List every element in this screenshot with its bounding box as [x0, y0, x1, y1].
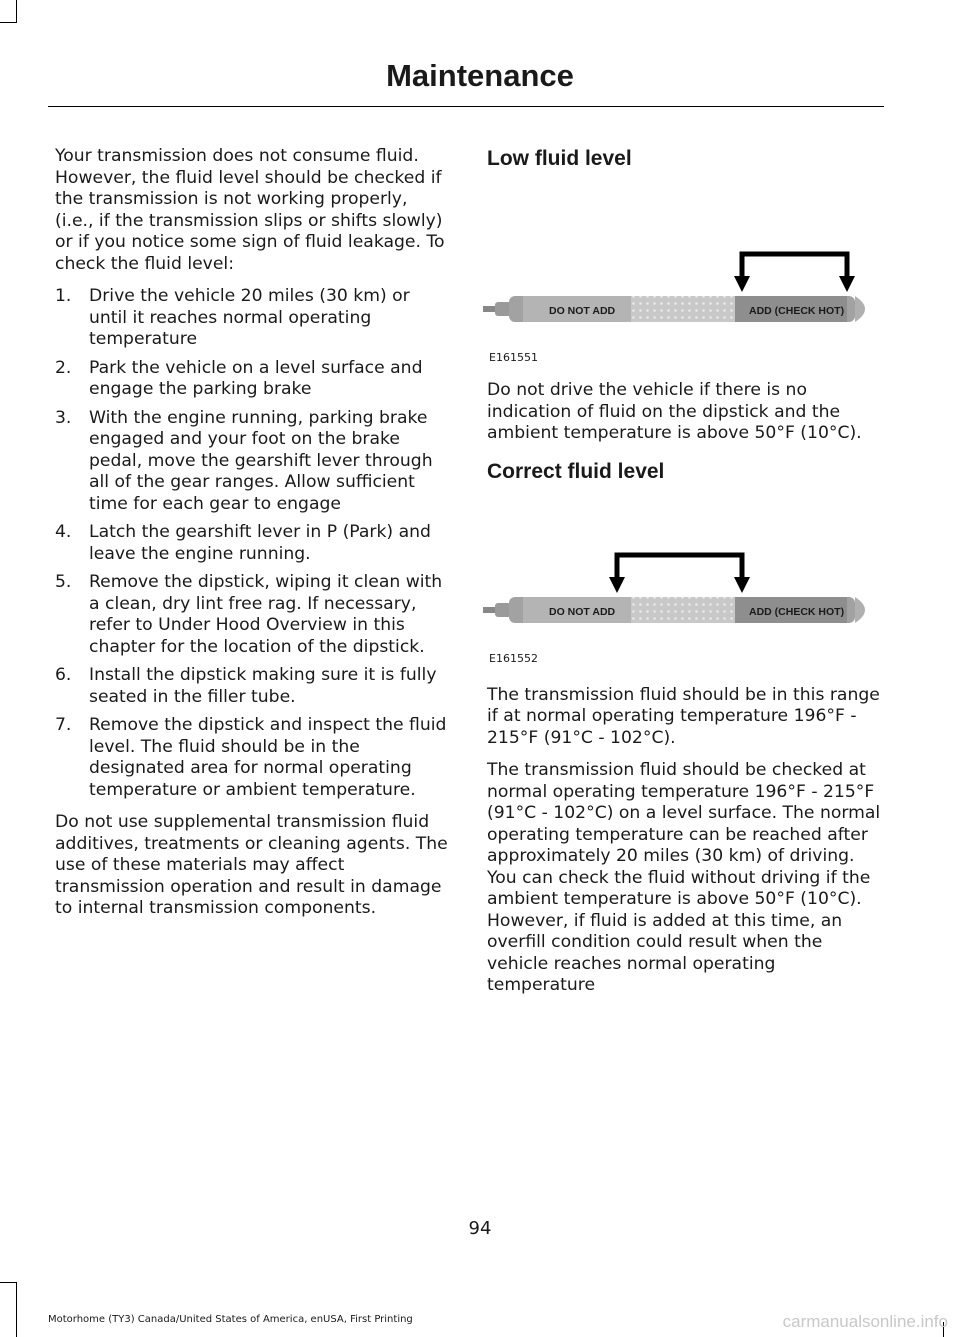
step-number: 6.	[55, 665, 72, 685]
correct-range-text: The transmission fluid should be in this range if at normal operating temperature 196°F - 215°F (91°C - 102°C).	[487, 684, 880, 748]
crop-mark	[16, 0, 17, 22]
list-item	[55, 572, 450, 658]
left-column	[55, 146, 450, 931]
step-text: With the engine running, parking brake engaged and your foot on the brake pedal, move the gearshift lever through all of the gear ranges. Allow sufficient time for each gear to engage	[89, 407, 433, 514]
low-fluid-text: Do not drive the vehicle if there is no indication of fluid on the dipstick and the ambient temperature is above 50°F (10°C).	[487, 380, 862, 443]
crop-mark	[0, 22, 17, 23]
step-text: Remove the dipstick and inspect the fluid level. The fluid should be in the designated area for normal operating temperature or ambient temperature.	[89, 715, 447, 800]
step-text: Drive the vehicle 20 miles (30 km) or until it reaches normal operating temperature	[89, 286, 410, 349]
correct-fluid-heading: Correct fluid level	[487, 459, 665, 483]
step-text: Latch the gearshift lever in P (Park) and leave the engine running.	[89, 522, 431, 564]
page-title: Maintenance	[386, 58, 574, 93]
range-bracket-arrows	[734, 254, 855, 292]
step-text: Install the dipstick making sure it is fully seated in the filler tube.	[89, 665, 437, 707]
step-text: Park the vehicle on a level surface and engage the parking brake	[89, 357, 423, 399]
crop-mark	[0, 1282, 17, 1283]
step-text: Remove the dipstick, wiping it clean with a clean, dry lint free rag. If necessary, refer to Under Hood Overview in this chapter for the location of the dipstick.	[89, 572, 443, 657]
range-bracket-arrows	[609, 555, 750, 593]
list-item	[55, 665, 450, 708]
list-item	[55, 408, 450, 516]
dipstick-diagram-low	[483, 216, 883, 364]
check-steps-list	[55, 286, 450, 801]
step-number: 5.	[55, 572, 72, 592]
footer-text: Motorhome (TY3) Canada/United States of America, enUSA, First Printing	[48, 1314, 413, 1325]
right-column	[487, 146, 882, 1008]
step-number: 3.	[55, 407, 72, 428]
list-item	[55, 715, 450, 801]
add-check-hot-label: ADD (CHECK HOT)	[749, 305, 845, 317]
list-item	[55, 286, 450, 351]
correct-fluid-figure	[483, 517, 883, 665]
page-number: 94	[468, 1218, 492, 1239]
additives-paragraph: Do not use supplemental transmission fluid additives, treatments or cleaning agents. The use of these materials may affect transmission operation and result in damage to internal transmission components.	[55, 812, 448, 918]
dipstick-diagram-correct	[483, 517, 883, 665]
low-fluid-heading: Low fluid level	[487, 147, 632, 170]
step-number: 4.	[55, 522, 72, 542]
crop-mark	[16, 1282, 17, 1337]
do-not-add-label: DO NOT ADD	[549, 605, 616, 618]
step-number: 2.	[55, 357, 72, 378]
list-item	[55, 522, 450, 565]
header-divider	[48, 106, 884, 107]
step-number: 1.	[55, 286, 72, 306]
intro-paragraph: Your transmission does not consume fluid. However, the fluid level should be checked if the transmission is not working properly, (i.e., if the transmission slips or shifts slowly) or if you notice some sign of fluid leakage. To check the fluid level:	[55, 146, 445, 274]
do-not-add-label: DO NOT ADD	[549, 305, 616, 317]
list-item	[55, 358, 450, 401]
low-fluid-figure	[483, 216, 883, 364]
figure-id: E161552	[489, 651, 538, 665]
add-check-hot-label: ADD (CHECK HOT)	[749, 605, 845, 618]
watermark: carmanualsonline.info	[782, 1312, 948, 1331]
figure-id: E161551	[489, 351, 538, 364]
correct-check-text: The transmission fluid should be checked at normal operating temperature 196°F - 215°F (91°C - 102°C) on a level surface. The normal operating temperature can be reached after approximately 20 miles (30 km) of driving. You can check the fluid without driving if the ambient temperature is above 50°F (10°C). However, if fluid is added at this time, an overfill condition could result when the vehicle reaches normal operating temperature	[487, 760, 881, 995]
step-number: 7.	[55, 715, 72, 735]
